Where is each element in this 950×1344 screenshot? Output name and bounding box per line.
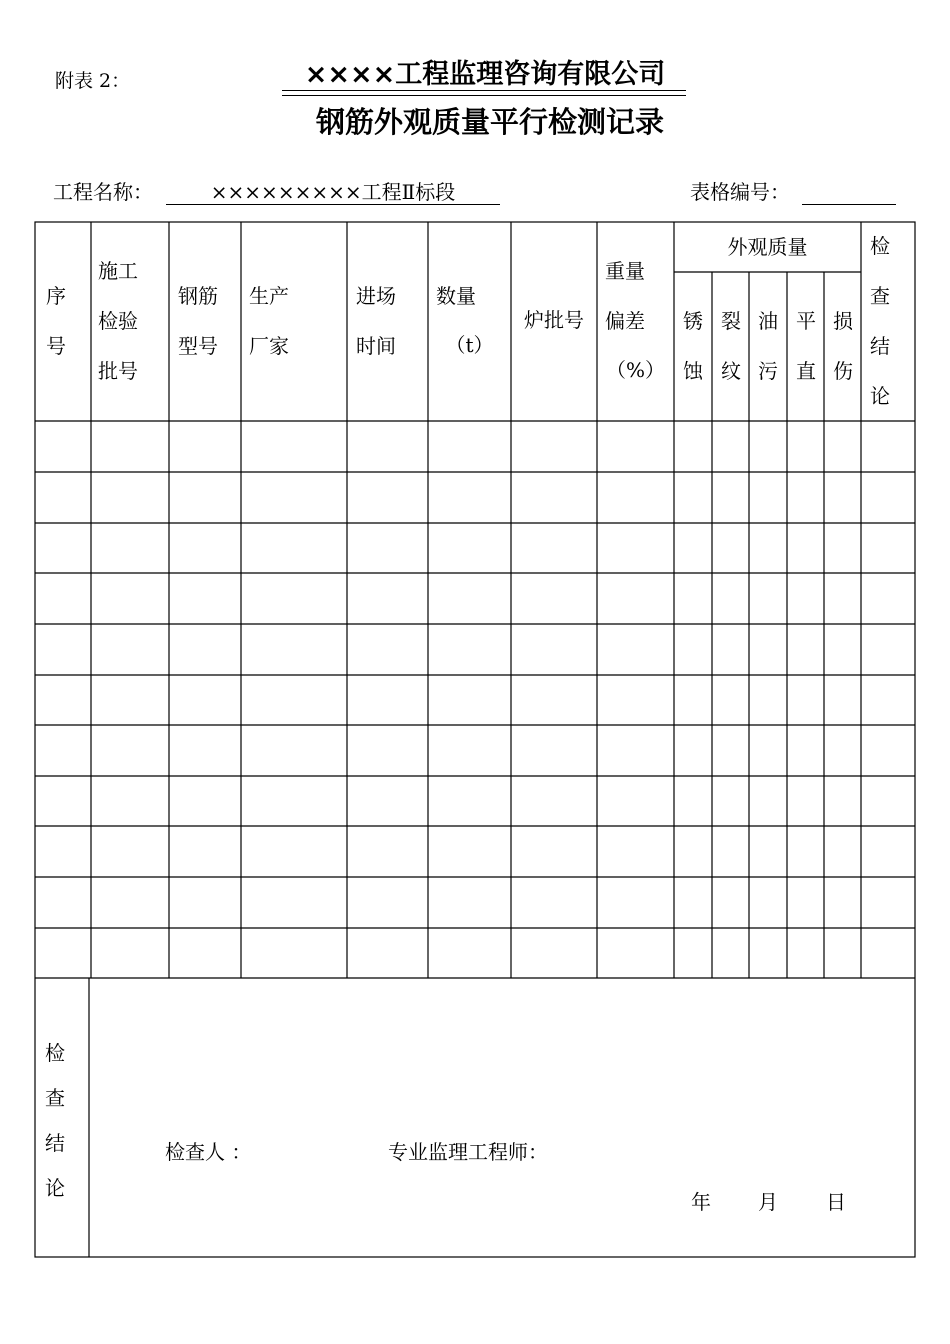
col-header-weight-deviation: 重量偏差 <box>605 259 645 333</box>
col-header-conclusion: 检查结论 <box>870 234 890 408</box>
col-header-rust: 锈蚀 <box>683 309 703 383</box>
form-number-label: 表格编号： <box>690 180 790 204</box>
title-double-rule <box>282 90 686 96</box>
col-header-straightness: 平直 <box>796 309 816 383</box>
col-header-batch: 施工检验批号 <box>98 259 138 383</box>
project-name-value[interactable]: ×××××××××工程Ⅱ标段 <box>166 176 500 205</box>
col-header-weight-deviation-unit: （%） <box>605 358 665 382</box>
col-header-rebar-type: 钢筋型号 <box>178 284 218 358</box>
footer-conclusion-label: 检查结论 <box>45 1041 65 1200</box>
col-header-damage: 损伤 <box>833 309 853 383</box>
attachment-label: 附表 2： <box>55 70 131 92</box>
project-name-label: 工程名称： <box>53 180 153 204</box>
form-number-field[interactable] <box>802 176 896 205</box>
col-header-oil: 油污 <box>758 309 778 383</box>
supervising-engineer-label: 专业监理工程师： <box>388 1140 548 1164</box>
col-header-quantity-unit: （t） <box>445 333 494 357</box>
col-header-crack: 裂纹 <box>721 309 741 383</box>
col-header-appearance-quality: 外观质量 <box>727 235 808 259</box>
date-day-label: 日 <box>826 1190 846 1214</box>
col-header-manufacturer: 生产厂家 <box>249 284 289 358</box>
col-header-heat-no: 炉批号 <box>524 308 584 332</box>
col-header-seq: 序号 <box>46 284 66 358</box>
document-title: 钢筋外观质量平行检测记录 <box>315 105 664 139</box>
col-header-entry-time: 进场时间 <box>356 284 396 358</box>
table-outer-border <box>35 222 915 1257</box>
date-year-label: 年 <box>691 1190 711 1214</box>
col-header-quantity: 数量 <box>436 284 476 308</box>
inspector-label: 检查人 ： <box>165 1140 252 1164</box>
date-month-label: 月 <box>758 1190 778 1214</box>
company-name: ××××工程监理咨询有限公司 <box>304 59 666 90</box>
